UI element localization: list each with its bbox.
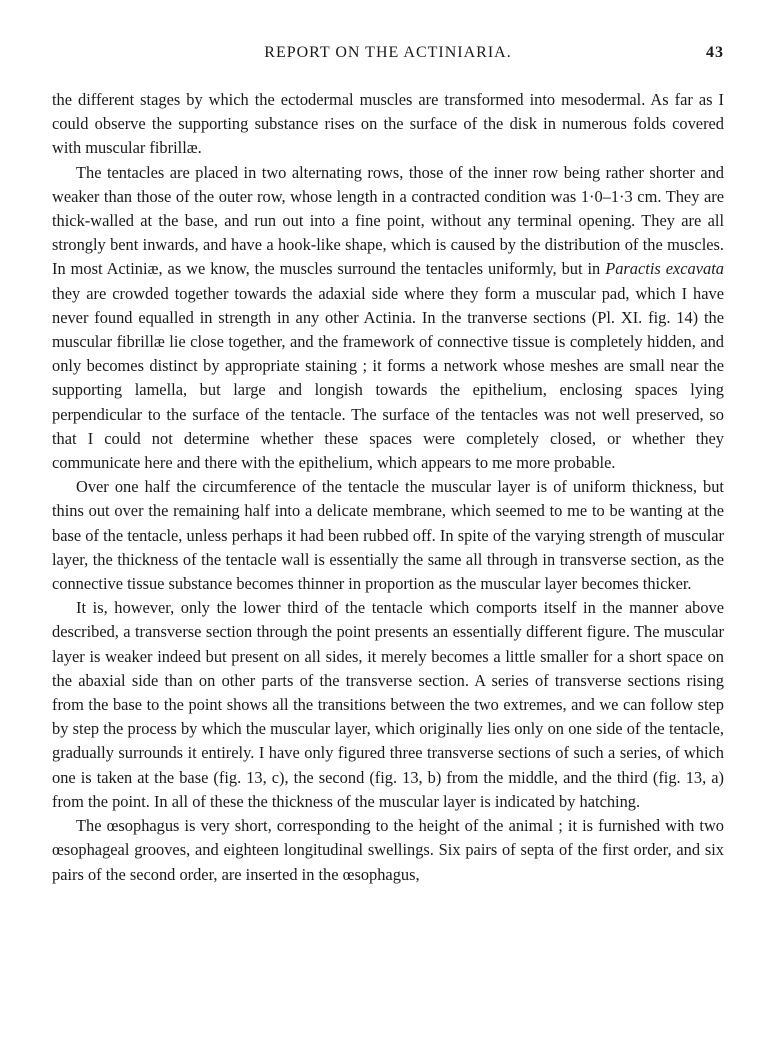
running-header xyxy=(52,44,724,70)
body-text xyxy=(52,88,724,887)
running-title: REPORT ON THE ACTINIARIA. xyxy=(264,44,512,61)
page-number: 43 xyxy=(706,44,724,61)
paragraph-transverse-sections: It is, however, only the lower third of the tentacle which comports itself in the manner above described, a transverse section through the point presents an essentially different figure. The muscular layer is weaker indeed but present on all sides, it merely becomes a little smaller for a short space on the abaxial side than on other parts of the transverse section. A series of transverse sections rising from the base to the point shows all the transitions between the two extremes, and we can follow step by step the process by which the muscular layer, which originally lies only on one side of the tentacle, gradually surrounds it entirely. I have only figured three transverse sections of such a series, of which one is taken at the base (fig. 13, c), the second (fig. 13, b) from the middle, and the third (fig. 13, a) from the point. In all of these the thickness of the muscular layer is indicated by hatching. xyxy=(52,598,724,811)
paragraph-tentacles: The tentacles are placed in two alternating rows, those of the inner row being rather shorter and weaker than those of the outer row, whose length in a contracted condition was 1·0–1·3 cm. They are thick-walled at the base, and run out into a fine point, without any terminal opening. They are all strongly bent inwards, and have a hook-like shape, which is caused by the distribution of the muscles. In most Actiniæ, as we know, the muscles surround the tentacles uniformly, but in Paractis excavata they are crowded together towards the adaxial side where they form a muscular pad, which I have never found equalled in strength in any other Actinia. In the tranverse sections (Pl. XI. fig. 14) the muscular fibrillæ lie close together, and the framework of connective tissue is completely hidden, and only becomes distinct by appropriate staining ; it forms a network whose meshes are small near the supporting lamella, but large and longish towards the epithelium, enclosing spaces lying perpendicular to the surface of the tentacle. The surface of the tentacles was not well preserved, so that I could not determine whether these spaces were completely closed, or whether they communicate here and there with the epithelium, which appears to me more probable. xyxy=(52,162,724,473)
species-name: Paractis excavata xyxy=(605,259,724,279)
paragraph-muscular-layer: Over one half the circumference of the tentacle the muscular layer is of uniform thickness, but thins out over the remaining half into a delicate membrane, which seemed to me to be wanting at the base of the tentacle, unless perhaps it had been rubbed off. In spite of the varying strength of muscular layer, the thickness of the tentacle wall is essentially the same all through in transverse section, as the connective tissue substance becomes thinner in proportion as the muscular layer becomes thicker. xyxy=(52,477,724,594)
paragraph-continued: the different stages by which the ectodermal muscles are transformed into mesodermal. As far as I could observe the supporting substance rises on the surface of the disk in numerous folds covered with muscular fibrillæ. xyxy=(52,90,724,158)
paragraph-oesophagus: The œsophagus is very short, corresponding to the height of the animal ; it is furnished with two œsophageal grooves, and eighteen longitudinal swellings. Six pairs of septa of the first order, and six pairs of the second order, are inserted in the œsophagus, xyxy=(52,816,724,884)
